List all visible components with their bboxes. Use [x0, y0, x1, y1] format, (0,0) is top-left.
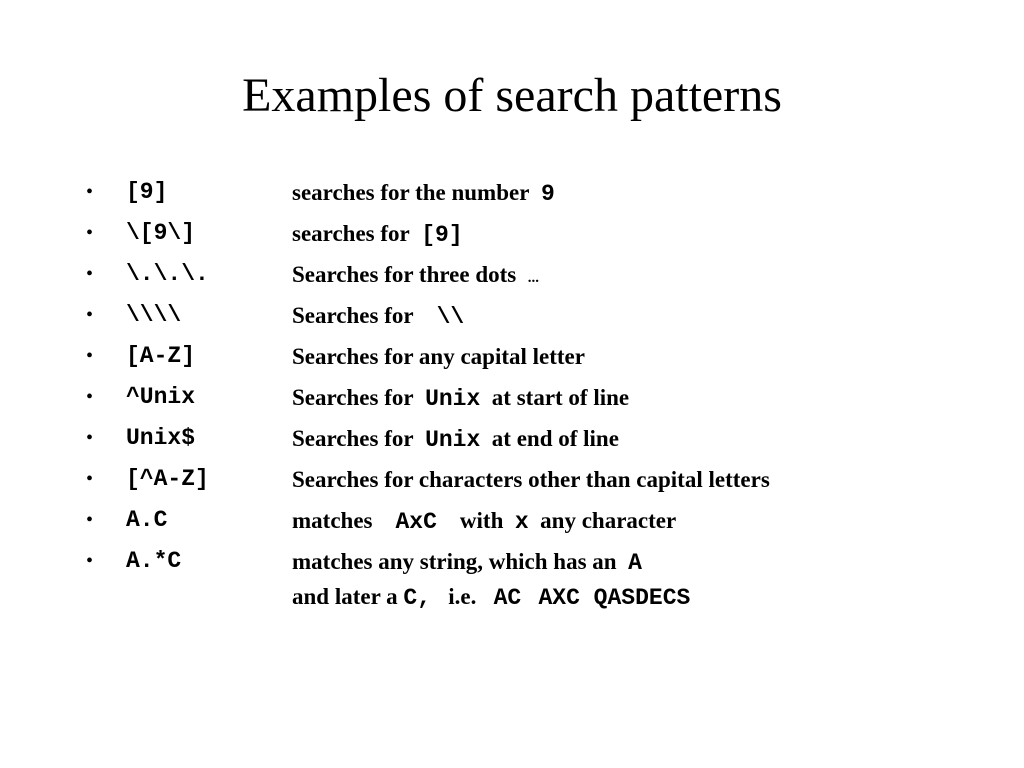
bullet-icon: •	[86, 304, 94, 326]
list-item	[86, 459, 986, 500]
description-code: A	[628, 550, 642, 576]
pattern-list	[86, 172, 986, 611]
pattern-description	[292, 254, 539, 299]
description-text: at end of line	[491, 426, 619, 451]
description-text: searches for the number	[292, 180, 530, 205]
pattern-description	[292, 213, 463, 256]
description-code: 9	[540, 181, 555, 207]
description-code: Unix	[425, 427, 481, 453]
list-item	[86, 418, 986, 459]
description-text: at start of line	[491, 385, 630, 410]
pattern-code: \[9\]	[126, 220, 196, 246]
description-code: Unix	[425, 386, 481, 412]
pattern-description	[292, 541, 690, 617]
description-dots: ...	[527, 270, 539, 286]
description-line-2	[292, 576, 690, 617]
pattern-code: [^A-Z]	[126, 466, 209, 492]
bullet-icon: •	[86, 345, 94, 367]
pattern-description	[292, 459, 770, 500]
description-text: and later a	[292, 584, 398, 609]
description-code: [9]	[421, 222, 463, 248]
description-text: i.e.	[448, 584, 477, 609]
description-text: matches	[292, 508, 373, 533]
pattern-code: A.C	[126, 507, 168, 533]
pattern-code: [9]	[126, 179, 168, 205]
bullet-icon: •	[86, 427, 94, 449]
description-code: AC	[493, 585, 522, 611]
pattern-code: [A-Z]	[126, 343, 196, 369]
description-code: x	[514, 509, 529, 535]
bullet-icon: •	[86, 468, 94, 490]
description-text: any character	[540, 508, 677, 533]
pattern-code: Unix$	[126, 425, 196, 451]
description-text: Searches for	[292, 303, 414, 328]
description-code: AxC	[395, 509, 437, 535]
description-code: AXC QASDECS	[538, 585, 691, 611]
bullet-icon: •	[86, 222, 94, 244]
list-item	[86, 377, 986, 418]
description-code: \\	[436, 304, 465, 330]
pattern-code: ^Unix	[126, 384, 196, 410]
pattern-code: \\\\	[126, 302, 182, 328]
list-item	[86, 500, 986, 541]
list-item	[86, 172, 986, 213]
description-text: Searches for three dots	[292, 262, 517, 287]
pattern-description	[292, 500, 676, 543]
description-text: with	[459, 508, 504, 533]
list-item	[86, 336, 986, 377]
bullet-icon: •	[86, 509, 94, 531]
pattern-description	[292, 295, 464, 338]
pattern-code: A.*C	[126, 548, 182, 574]
pattern-code: \.\.\.	[126, 261, 209, 287]
description-code: C,	[403, 585, 431, 611]
pattern-description	[292, 336, 585, 377]
description-text: Searches for characters other than capital letters	[292, 467, 770, 492]
description-text: Searches for	[292, 385, 414, 410]
pattern-description	[292, 418, 619, 461]
bullet-icon: •	[86, 386, 94, 408]
bullet-icon: •	[86, 181, 94, 203]
description-text: searches for	[292, 221, 410, 246]
description-text: Searches for	[292, 426, 414, 451]
description-text: Searches for any capital letter	[292, 344, 585, 369]
list-item	[86, 295, 986, 336]
bullet-icon: •	[86, 550, 94, 572]
list-item	[86, 254, 986, 295]
description-text: matches any string, which has an	[292, 549, 617, 574]
pattern-description	[292, 172, 555, 215]
bullet-icon: •	[86, 263, 94, 285]
pattern-description	[292, 377, 629, 420]
list-item	[86, 213, 986, 254]
slide-title: Examples of search patterns	[242, 69, 782, 122]
